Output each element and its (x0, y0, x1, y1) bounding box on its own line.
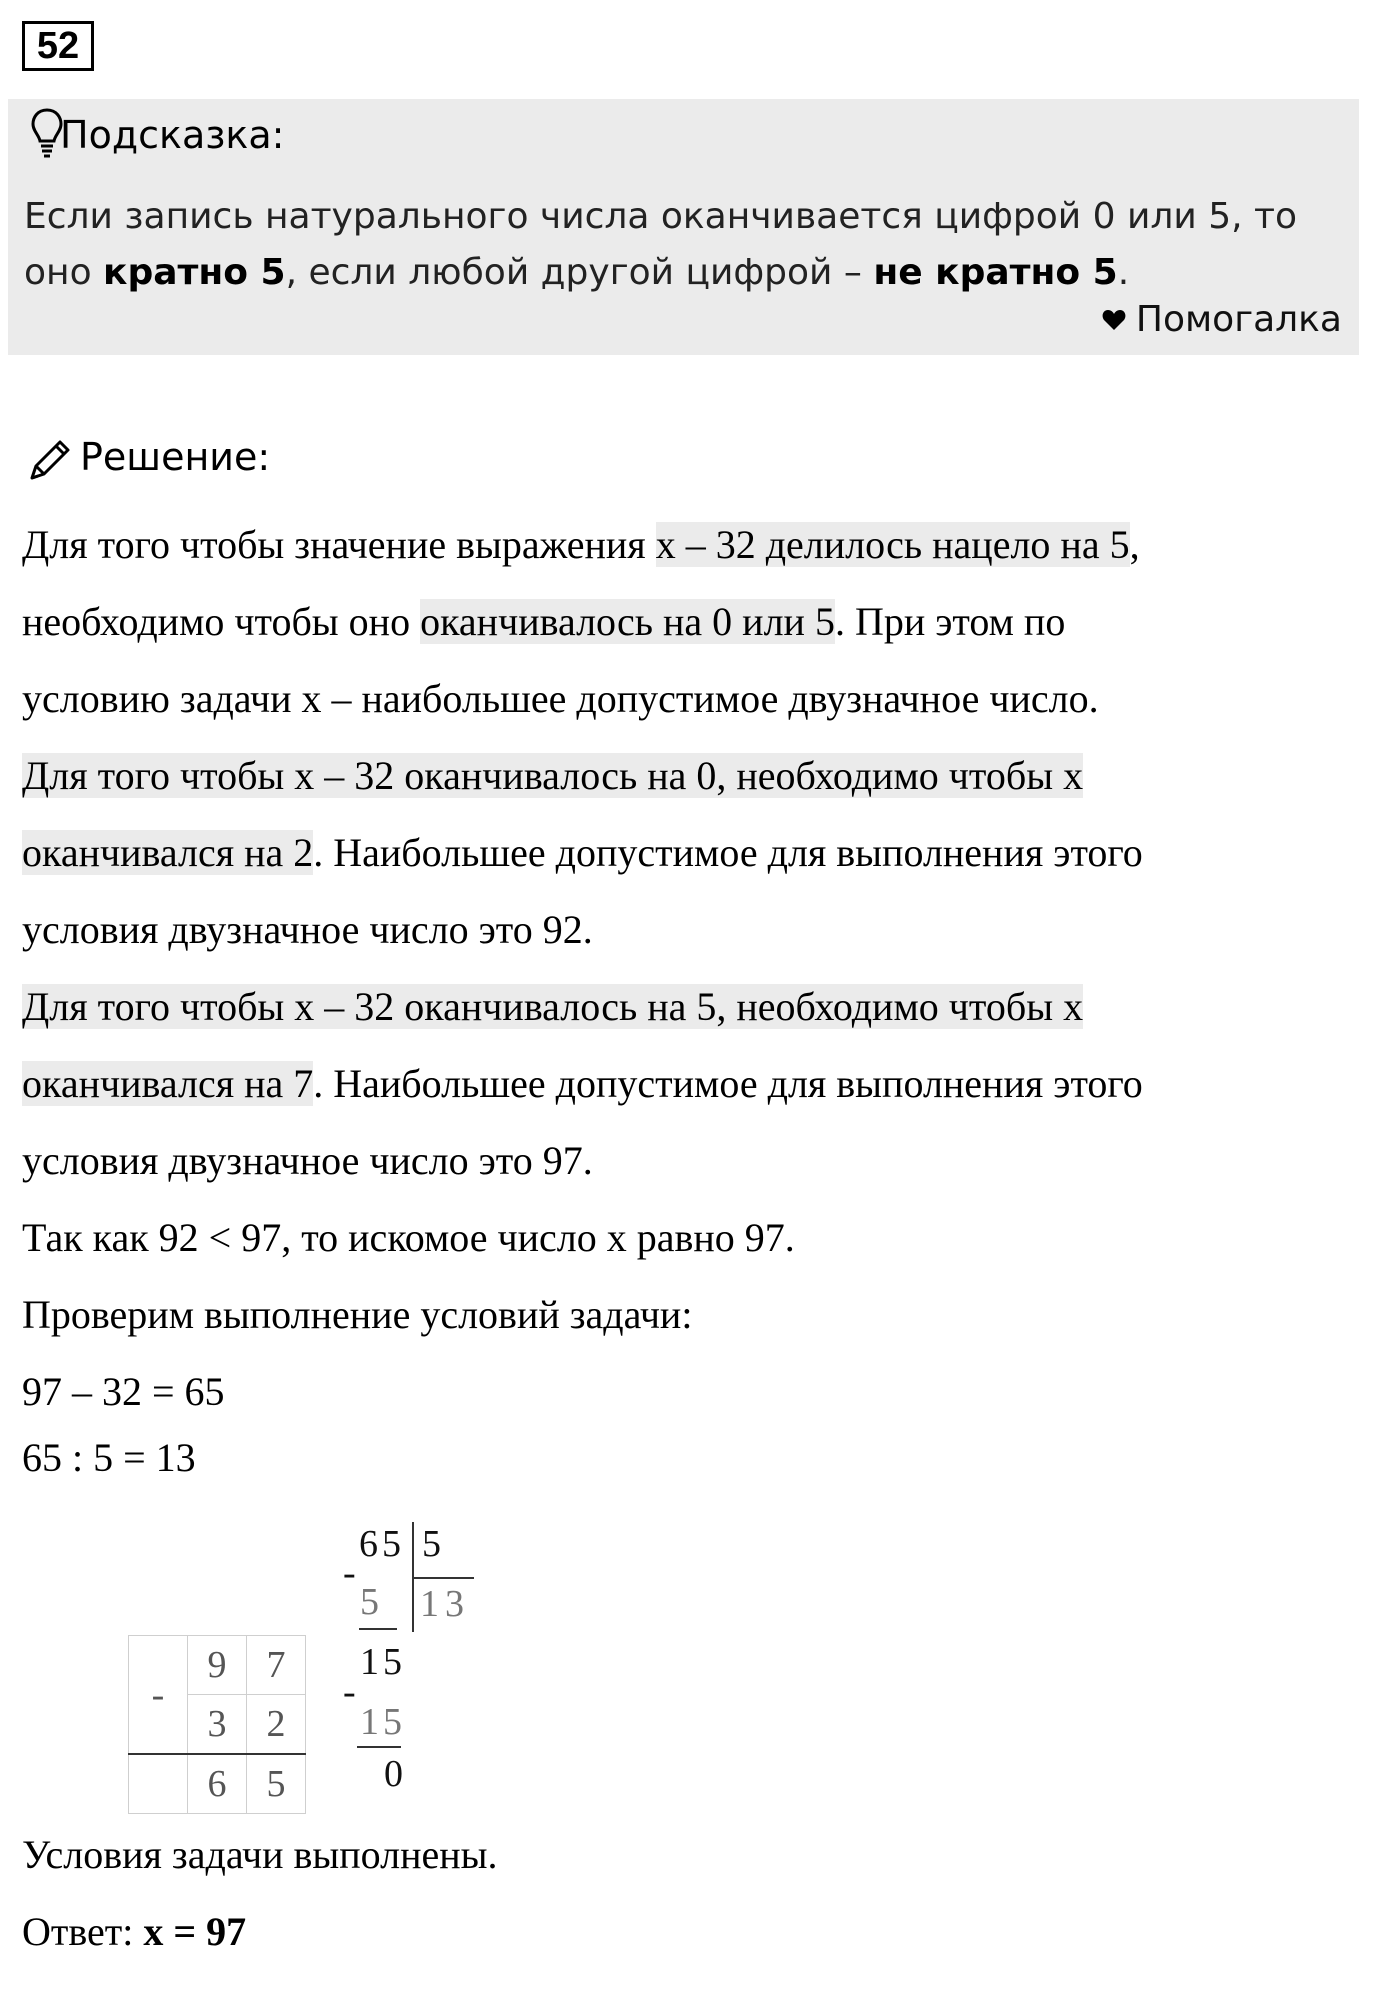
answer-label: Ответ: (22, 1909, 144, 1954)
minus-sign: - (343, 1671, 356, 1713)
digit-cell: 3 (188, 1695, 247, 1755)
solution-line-3: условию задачи x – наибольшее допустимое двузначное число. (22, 676, 1099, 721)
highlight-divisible: x – 32 делилось нацело на 5 (655, 522, 1130, 567)
hint-text-part: , если любой другой цифрой – (285, 252, 874, 293)
helper-label[interactable]: Помогалка (1135, 299, 1342, 340)
hint-title: Подсказка: (60, 113, 285, 157)
solution-line-6: условия двузначное число это 92. (22, 907, 593, 952)
remainder-1: 15 (360, 1641, 406, 1683)
hint-text-part: . (1117, 252, 1130, 293)
solution-line-9: условия двузначное число это 97. (22, 1138, 593, 1183)
digit-cell: 2 (247, 1695, 306, 1755)
highlight-ends-7: оканчивался на 7 (22, 1061, 314, 1106)
solution-line-4 (22, 752, 1083, 800)
text-part: , (1129, 522, 1140, 567)
helper-link[interactable] (1102, 299, 1342, 340)
division-underline (359, 1628, 397, 1630)
text-part: . При этом по (834, 599, 1066, 644)
highlight-case-zero: Для того чтобы x – 32 оканчивалось на 0, необходимо чтобы x (22, 753, 1084, 798)
minus-sign: - (343, 1552, 356, 1594)
answer-line (22, 1908, 246, 1956)
quotient: 13 (420, 1583, 470, 1625)
solution-line-7 (22, 983, 1083, 1031)
dividend: 65 (359, 1523, 405, 1565)
divisor: 5 (422, 1523, 441, 1565)
hint-bold-not-multiple: не кратно 5 (873, 252, 1118, 293)
division-underline (357, 1746, 401, 1748)
highlight-case-five: Для того чтобы x – 32 оканчивалось на 5, необходимо чтобы x (22, 984, 1084, 1029)
heart-icon (1102, 309, 1126, 331)
hint-text-part: оно (24, 252, 104, 293)
highlight-ends-with: оканчивалось на 0 или 5 (420, 599, 835, 644)
minus-sign: - (129, 1636, 188, 1755)
solution-line-5 (22, 829, 1143, 877)
equation-division: 65 : 5 = 13 (22, 1435, 196, 1480)
subtrahend-2: 15 (360, 1701, 406, 1743)
hint-line-1: Если запись натурального числа оканчивается цифрой 0 или 5, то (24, 196, 1298, 237)
text-part: Для того чтобы значение выражения (22, 522, 656, 567)
lightbulb-icon (30, 107, 64, 159)
solution-line-1 (22, 521, 1140, 569)
digit-cell: 5 (247, 1754, 306, 1814)
hint-panel (8, 99, 1359, 355)
hint-bold-multiple: кратно 5 (103, 252, 286, 293)
pencil-icon (24, 436, 74, 486)
empty-cell (129, 1754, 188, 1814)
highlight-ends-2: оканчивался на 2 (22, 830, 314, 875)
hint-line-2 (24, 245, 1334, 301)
column-subtraction (128, 1635, 306, 1814)
conditions-met: Условия задачи выполнены. (22, 1832, 498, 1877)
solution-title: Решение: (80, 435, 271, 479)
hint-text (24, 189, 1334, 301)
subtrahend-1: 5 (360, 1581, 379, 1623)
solution-line-8 (22, 1060, 1143, 1108)
final-remainder: 0 (384, 1753, 403, 1795)
division-horizontal-line (412, 1577, 474, 1579)
problem-number: 52 (22, 21, 94, 71)
digit-cell: 6 (188, 1754, 247, 1814)
answer-value: x = 97 (143, 1909, 247, 1954)
solution-line-10: Так как 92 < 97, то искомое число x равно 97. (22, 1215, 795, 1260)
digit-cell: 9 (188, 1636, 247, 1695)
text-part: необходимо чтобы оно (22, 599, 421, 644)
equation-subtraction: 97 – 32 = 65 (22, 1369, 225, 1414)
text-part: . Наибольшее допустимое для выполнения этого (313, 1061, 1143, 1106)
solution-line-2 (22, 598, 1065, 646)
solution-line-11: Проверим выполнение условий задачи: (22, 1292, 693, 1337)
text-part: . Наибольшее допустимое для выполнения этого (313, 830, 1143, 875)
digit-cell: 7 (247, 1636, 306, 1695)
